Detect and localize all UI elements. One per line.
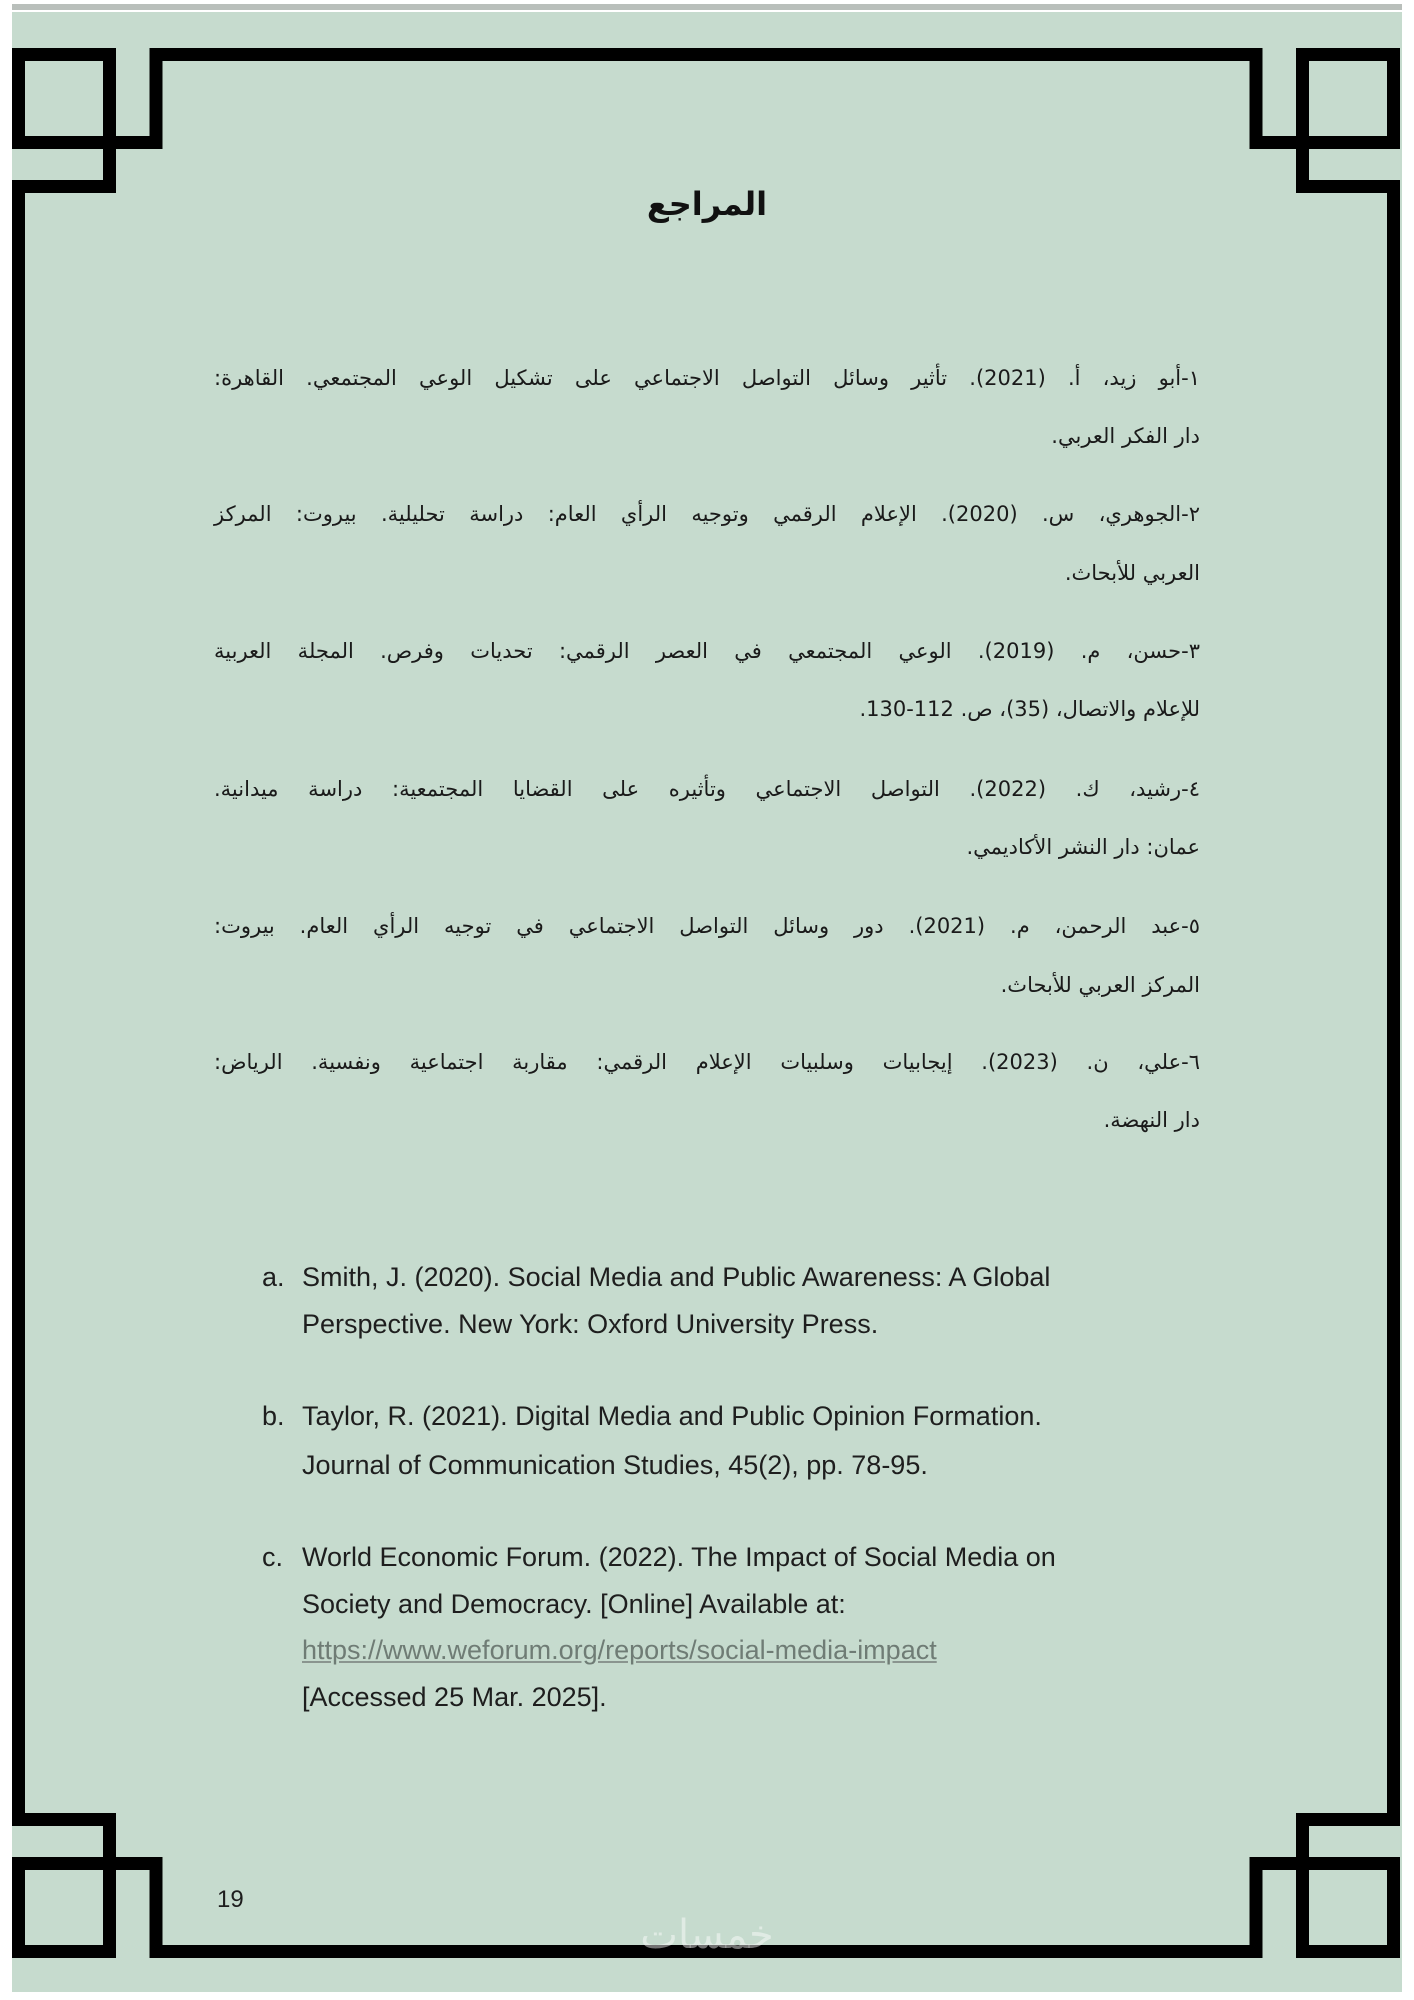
english-reference-b-line-2: Journal of Communication Studies, 45(2), pp. 78-95. [302, 1450, 928, 1480]
english-reference-a-line-2: Perspective. New York: Oxford University Press. [302, 1309, 879, 1339]
english-reference-c-line-2: Society and Democracy. [Online] Available at: [302, 1589, 846, 1619]
frame-corner-top-right [1256, 55, 1394, 187]
english-reference-c-accessed: [Accessed 25 Mar. 2025]. [302, 1682, 607, 1712]
arabic-reference-4-line-1: ٤-رشيد، ك. (2022). التواصل الاجتماعي وتأثيره على القضايا المجتمعية: دراسة ميدانية. [214, 777, 1200, 801]
page-number: 19 [217, 1886, 244, 1913]
english-reference-a-line-1: Smith, J. (2020). Social Media and Public Awareness: A Global [302, 1262, 1051, 1292]
arabic-reference-1-line-1: ١-أبو زيد، أ. (2021). تأثير وسائل التواصل الاجتماعي على تشكيل الوعي المجتمعي. القاهرة: [214, 366, 1200, 390]
arabic-reference-2-line-2: العربي للأبحاث. [1064, 561, 1200, 585]
arabic-reference-5-line-2: المركز العربي للأبحاث. [1000, 973, 1200, 997]
arabic-reference-1-line-2: دار الفكر العربي. [1051, 424, 1200, 448]
page-title: المراجع [646, 185, 768, 223]
arabic-reference-3-line-1: ٣-حسن، م. (2019). الوعي المجتمعي في العصر الرقمي: تحديات وفرص. المجلة العربية [214, 639, 1200, 663]
list-marker-a: a. [262, 1262, 285, 1292]
english-reference-b-line-1: Taylor, R. (2021). Digital Media and Public Opinion Formation. [302, 1401, 1042, 1431]
arabic-reference-6-line-1: ٦-علي، ن. (2023). إيجابيات وسلبيات الإعلام الرقمي: مقاربة اجتماعية ونفسية. الرياض: [214, 1050, 1201, 1074]
list-marker-b: b. [262, 1401, 285, 1431]
list-marker-c: c. [262, 1542, 284, 1572]
arabic-reference-4-line-2: عمان: دار النشر الأكاديمي. [966, 835, 1200, 859]
arabic-reference-6-line-2: دار النهضة. [1103, 1108, 1200, 1132]
english-reference-c-line-1: World Economic Forum. (2022). The Impact of Social Media on [302, 1542, 1056, 1572]
weforum-report-link[interactable]: https://www.weforum.org/reports/social-media-impact [302, 1635, 937, 1665]
arabic-reference-2-line-1: ٢-الجوهري، س. (2020). الإعلام الرقمي وتوجيه الرأي العام: دراسة تحليلية. بيروت: المركز [214, 502, 1200, 526]
arabic-reference-5-line-1: ٥-عبد الرحمن، م. (2021). دور وسائل التواصل الاجتماعي في توجيه الرأي العام. بيروت: [214, 914, 1200, 938]
arabic-reference-3-line-2: للإعلام والاتصال، (35)، ص. 112-130. [859, 697, 1200, 721]
watermark: خمسات [640, 1912, 774, 1958]
frame-corner-top-left [19, 55, 157, 187]
